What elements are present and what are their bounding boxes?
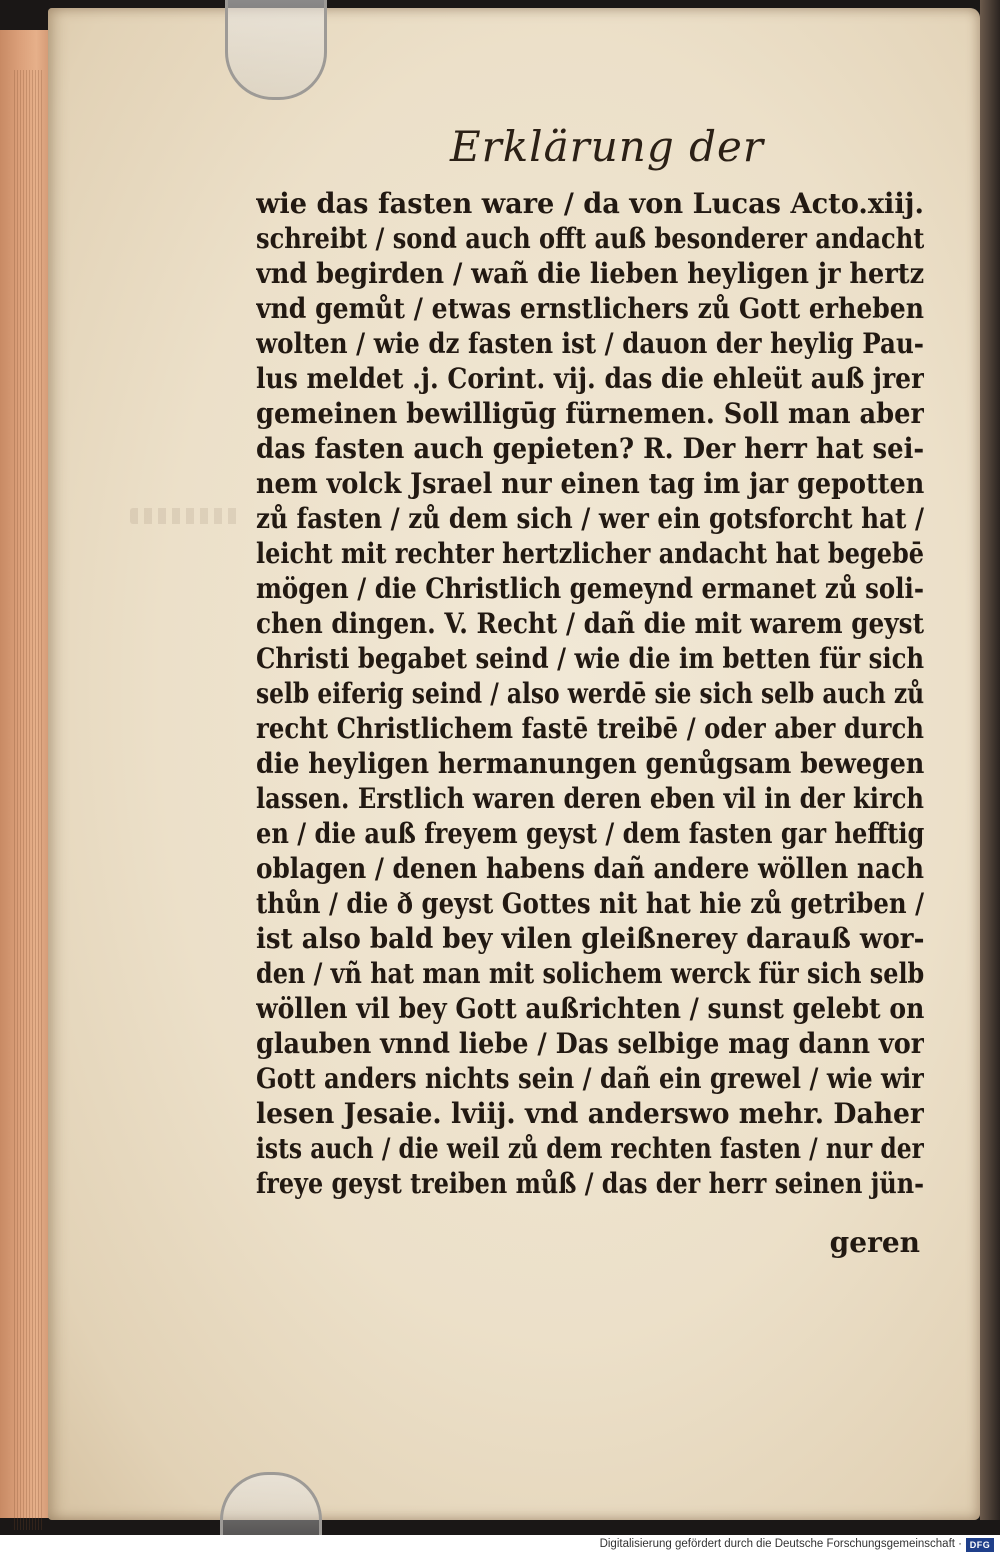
text-line: ist also bald bey vilen gleißnerey darauß wor- xyxy=(256,922,924,955)
text-line: das fasten auch gepieten? R. Der herr hat sei- xyxy=(256,432,924,465)
text-line: ists auch / die weil zů dem rechten fasten / nur der xyxy=(256,1132,924,1165)
text-line: vnd begirden / wañ die lieben heyligen jr hertz xyxy=(256,257,924,290)
running-head: Erklärung der xyxy=(450,122,764,171)
funding-credit: Digitalisierung gefördert durch die Deutsche Forschungsgemeinschaft · xyxy=(599,1538,962,1550)
text-line: zů fasten / zů dem sich / wer ein gotsforcht hat / xyxy=(256,502,924,535)
text-line: nem volck Jsrael nur einen tag im jar gepotten xyxy=(256,467,924,500)
text-line: schreibt / sond auch offt auß besonderer andacht xyxy=(256,222,924,255)
dfg-logo: DFG xyxy=(966,1538,994,1552)
text-line: chen dingen. V. Recht / dañ die mit warem geyst xyxy=(256,607,924,640)
text-line: vnd gemůt / etwas ernstlichers zů Gott erheben xyxy=(256,292,924,325)
text-line: freye geyst treiben můß / das der herr seinen jün- xyxy=(256,1167,924,1200)
text-line: den / vñ hat man mit solichem werck für sich selb xyxy=(256,957,924,990)
text-line: recht Christlichem fastē treibē / oder aber durch xyxy=(256,712,924,745)
text-line: lesen Jesaie. lviij. vnd anderswo mehr. Daher xyxy=(256,1097,924,1130)
text-block xyxy=(256,186,924,1201)
text-line: en / die auß freyem geyst / dem fasten gar hefftig xyxy=(256,817,924,850)
text-line: mögen / die Christlich gemeynd ermanet zů soli- xyxy=(256,572,924,605)
text-line: gemeinen bewilligūg fürnemen. Soll man aber xyxy=(256,397,924,430)
text-line: Gott anders nichts sein / dañ ein grewel / wie wir xyxy=(256,1062,924,1095)
catchword: geren xyxy=(829,1226,920,1259)
text-line: wie das fasten ware / da von Lucas Acto.xiij. xyxy=(256,187,924,220)
text-line: glauben vnnd liebe / Das selbige mag dann vor xyxy=(256,1027,924,1060)
text-line: die heyligen hermanungen genůgsam bewegen xyxy=(256,747,924,780)
page-edges-texture xyxy=(14,70,44,1530)
text-line: lus meldet .j. Corint. vij. das die ehleüt auß jrer xyxy=(256,362,924,395)
text-line: oblagen / denen habens dañ andere wöllen nach xyxy=(256,852,924,885)
text-line: lassen. Erstlich waren deren eben vil in der kirch xyxy=(256,782,924,815)
bleed-through-marks xyxy=(130,508,240,524)
top-book-clamp xyxy=(225,0,327,100)
text-line: leicht mit rechter hertzlicher andacht hat begebē xyxy=(256,537,924,570)
text-line: wöllen vil bey Gott außrichten / sunst gelebt on xyxy=(256,992,924,1025)
text-line: selb eiferig seind / also werdē sie sich selb auch zů xyxy=(256,677,924,710)
book-cover-edge xyxy=(980,0,1000,1520)
footer-bar xyxy=(0,1535,1000,1555)
text-line: wolten / wie dz fasten ist / dauon der heylig Pau- xyxy=(256,327,924,360)
text-line: thůn / die ð geyst Gottes nit hat hie zů getriben / xyxy=(256,887,924,920)
text-line: Christi begabet seind / wie die im betten für sich xyxy=(256,642,924,675)
